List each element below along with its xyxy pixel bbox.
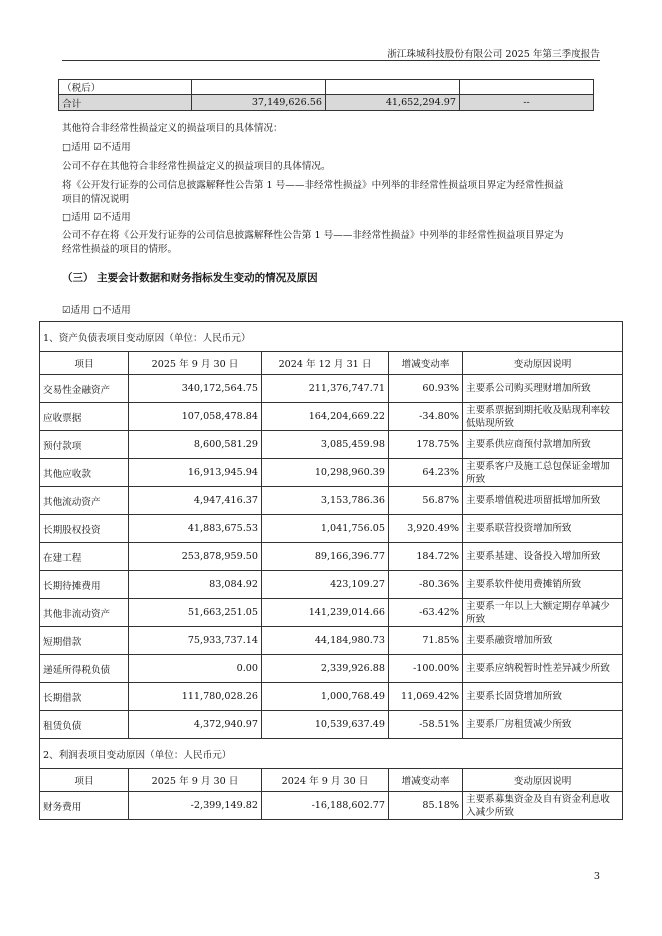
row-item: 其他应收款 — [40, 459, 129, 487]
paragraph: 公司不存在将《公开发行证券的公司信息披露解释性公告第 1 号——非经常性损益》中列举的非经常性损益项目界定为 — [62, 230, 564, 241]
row-value: 3,085,459.98 — [262, 431, 389, 459]
row-value: 89,166,396.77 — [262, 543, 389, 571]
row-value: 3,920.49% — [389, 515, 463, 543]
row-value: 16,913,945.94 — [129, 459, 262, 487]
nonrecurring-total-table — [58, 79, 594, 111]
row-item: 在建工程 — [40, 543, 129, 571]
table-row — [40, 403, 623, 431]
cell: -- — [460, 95, 594, 111]
table-row — [40, 711, 623, 739]
row-label: （税后） — [59, 80, 192, 95]
change-analysis-table — [39, 321, 623, 820]
table-header-row — [40, 769, 623, 792]
row-item: 应收票据 — [40, 403, 129, 431]
row-reason: 主要系供应商预付款增加所致 — [463, 431, 623, 459]
paragraph: 项目的情况说明 — [62, 194, 130, 205]
row-value: 2,339,926.88 — [262, 655, 389, 683]
row-reason: 主要系募集资金及自有资金利息收入减少所致 — [463, 792, 623, 820]
table-row — [40, 543, 623, 571]
row-value: 8,600,581.29 — [129, 431, 262, 459]
cell: 41,652,294.97 — [326, 95, 460, 111]
table-row — [40, 487, 623, 515]
row-value: 107,058,478.84 — [129, 403, 262, 431]
row-value: 10,539,637.49 — [262, 711, 389, 739]
table-section-title: 2、利润表项目变动原因（单位：人民币元） — [40, 739, 623, 769]
table-section-title-row — [40, 322, 623, 352]
section-title: （三） 主要会计数据和财务指标发生变动的情况及原因 — [62, 272, 318, 284]
row-item: 其他流动资产 — [40, 487, 129, 515]
table-header-row — [40, 352, 623, 375]
row-item: 预付款项 — [40, 431, 129, 459]
row-value: 11,069.42% — [389, 683, 463, 711]
table-row — [40, 459, 623, 487]
row-reason: 主要系增值税进项留抵增加所致 — [463, 487, 623, 515]
column-header: 2024 年 12 月 31 日 — [262, 352, 389, 375]
table-row — [40, 655, 623, 683]
column-header: 2024 年 9 月 30 日 — [262, 769, 389, 792]
column-header: 项目 — [40, 769, 129, 792]
cell — [326, 80, 460, 95]
cell: 37,149,626.56 — [192, 95, 326, 111]
row-value: 1,041,756.05 — [262, 515, 389, 543]
row-reason: 主要系公司购买理财增加所致 — [463, 375, 623, 403]
row-value: 340,172,564.75 — [129, 375, 262, 403]
row-value: 83,084.92 — [129, 571, 262, 599]
row-value: 253,878,959.50 — [129, 543, 262, 571]
paragraph: 公司不存在其他符合非经常性损益定义的损益项目的具体情况。 — [62, 161, 331, 172]
row-value: 85.18% — [389, 792, 463, 820]
table-row — [40, 515, 623, 543]
row-value: 184.72% — [389, 543, 463, 571]
row-reason: 主要系融资增加所致 — [463, 627, 623, 655]
cell — [192, 80, 326, 95]
paragraph: 将《公开发行证券的公司信息披露解释性公告第 1 号——非经常性损益》中列举的非经常性损益项目界定为经常性损益 — [62, 180, 564, 191]
row-item: 短期借款 — [40, 627, 129, 655]
row-value: 423,109.27 — [262, 571, 389, 599]
row-value: 41,883,675.53 — [129, 515, 262, 543]
table-row — [40, 627, 623, 655]
table-row — [40, 683, 623, 711]
column-header: 变动原因说明 — [463, 769, 623, 792]
row-value: -2,399,149.82 — [129, 792, 262, 820]
row-reason: 主要系一年以上大额定期存单减少所致 — [463, 599, 623, 627]
row-value: -100.00% — [389, 655, 463, 683]
row-item: 长期借款 — [40, 683, 129, 711]
row-value: 178.75% — [389, 431, 463, 459]
row-value: 141,239,014.66 — [262, 599, 389, 627]
row-value: 56.87% — [389, 487, 463, 515]
row-reason: 主要系厂房租赁减少所致 — [463, 711, 623, 739]
row-item: 递延所得税负债 — [40, 655, 129, 683]
row-reason: 主要系联营投资增加所致 — [463, 515, 623, 543]
column-header: 项目 — [40, 352, 129, 375]
table-section-title-row — [40, 739, 623, 769]
row-item: 财务费用 — [40, 792, 129, 820]
row-value: -63.42% — [389, 599, 463, 627]
row-value: 44,184,980.73 — [262, 627, 389, 655]
header-title: 浙江珠城科技股份有限公司 2025 年第三季度报告 — [387, 49, 600, 60]
row-value: 4,947,416.37 — [129, 487, 262, 515]
column-header: 变动原因说明 — [463, 352, 623, 375]
row-reason: 主要系软件使用费摊销所致 — [463, 571, 623, 599]
table-row — [40, 431, 623, 459]
table-row-total — [59, 95, 594, 111]
row-reason: 主要系长固贷增加所致 — [463, 683, 623, 711]
table-section-title: 1、资产负债表项目变动原因（单位：人民币元） — [40, 322, 623, 352]
row-value: 1,000,768.49 — [262, 683, 389, 711]
row-value: 10,298,960.39 — [262, 459, 389, 487]
row-value: 51,663,251.05 — [129, 599, 262, 627]
table-row — [40, 792, 623, 820]
page-number: 3 — [593, 871, 600, 882]
row-value: 60.93% — [389, 375, 463, 403]
row-value: 71.85% — [389, 627, 463, 655]
row-value: -80.36% — [389, 571, 463, 599]
row-item: 长期待摊费用 — [40, 571, 129, 599]
row-item: 租赁负债 — [40, 711, 129, 739]
applicability-checkbox: □适用 ☑不适用 — [62, 142, 131, 153]
row-reason: 主要系客户及施工总包保证金增加所致 — [463, 459, 623, 487]
row-value: 211,376,747.71 — [262, 375, 389, 403]
row-value: 0.00 — [129, 655, 262, 683]
row-item: 交易性金融资产 — [40, 375, 129, 403]
paragraph: 经常性损益的项目的情形。 — [62, 244, 178, 255]
table-row — [40, 571, 623, 599]
page-header — [62, 46, 600, 61]
table-row — [59, 80, 594, 95]
row-reason: 主要系应纳税暂时性差异减少所致 — [463, 655, 623, 683]
row-value: 3,153,786.36 — [262, 487, 389, 515]
applicability-checkbox: ☑适用 □不适用 — [62, 305, 131, 316]
row-value: 164,204,669.22 — [262, 403, 389, 431]
table-row — [40, 599, 623, 627]
row-value: 111,780,028.26 — [129, 683, 262, 711]
row-value: 4,372,940.97 — [129, 711, 262, 739]
row-value: -34.80% — [389, 403, 463, 431]
table-row — [40, 375, 623, 403]
column-header: 2025 年 9 月 30 日 — [129, 352, 262, 375]
cell — [460, 80, 594, 95]
row-reason: 主要系票据到期托收及贴现利率较低贴现所致 — [463, 403, 623, 431]
row-value: -16,188,602.77 — [262, 792, 389, 820]
row-value: 75,933,737.14 — [129, 627, 262, 655]
row-item: 长期股权投资 — [40, 515, 129, 543]
applicability-checkbox: □适用 ☑不适用 — [62, 212, 131, 223]
row-item: 其他非流动资产 — [40, 599, 129, 627]
row-label: 合计 — [59, 95, 192, 111]
column-header: 2025 年 9 月 30 日 — [129, 769, 262, 792]
row-value: 64.23% — [389, 459, 463, 487]
column-header: 增减变动率 — [389, 769, 463, 792]
row-reason: 主要系基建、设备投入增加所致 — [463, 543, 623, 571]
column-header: 增减变动率 — [389, 352, 463, 375]
row-value: -58.51% — [389, 711, 463, 739]
paragraph: 其他符合非经常性损益定义的损益项目的具体情况： — [62, 123, 283, 134]
